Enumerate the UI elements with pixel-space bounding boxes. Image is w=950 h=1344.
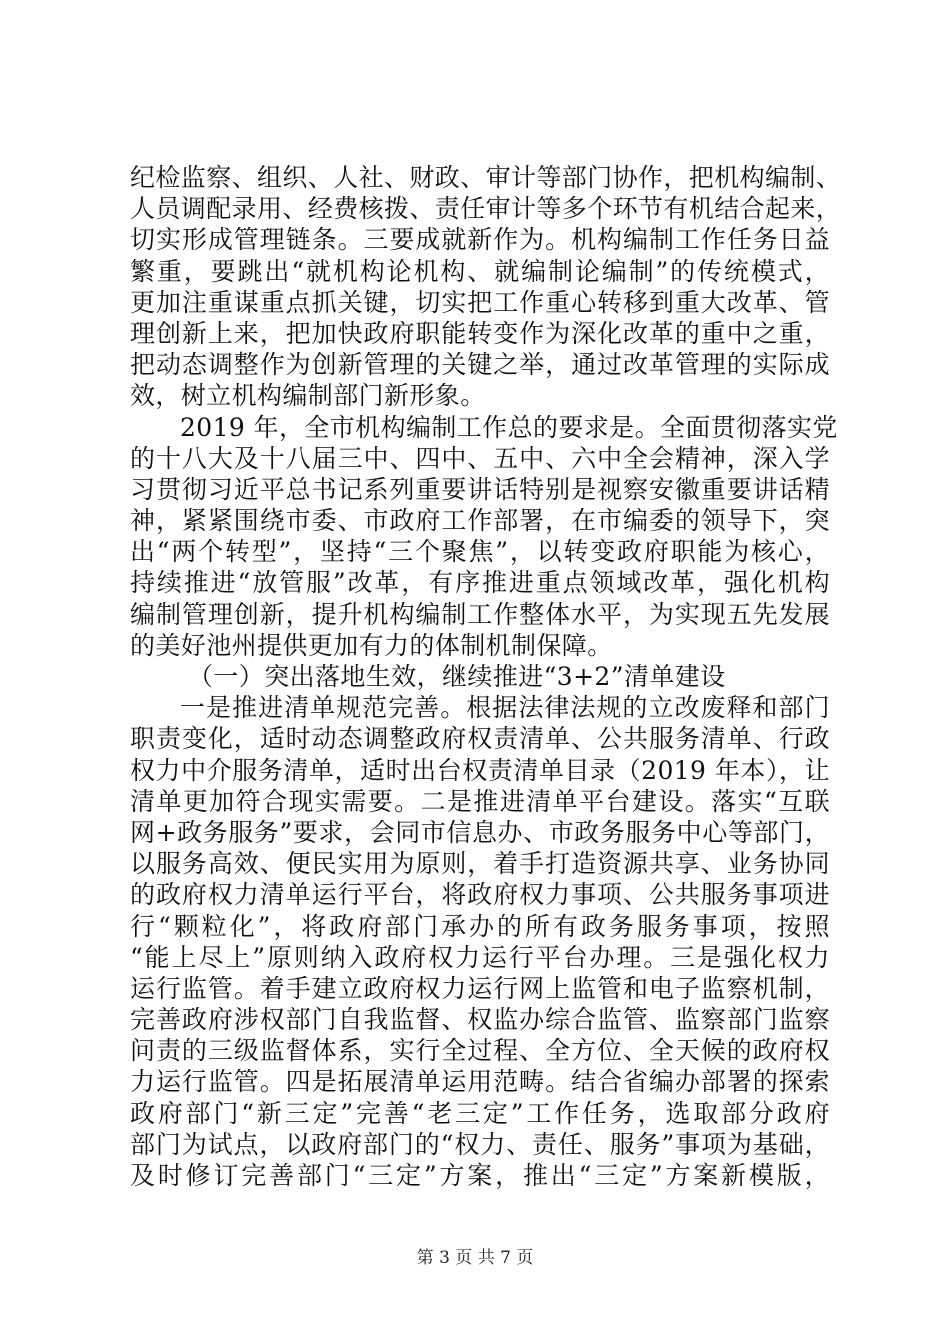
- text-line: 以服务高效、便民实用为原则，着手打造资源共享、业务协同: [130, 849, 830, 879]
- body-text: [130, 162, 842, 1191]
- text-line: 及时修订完善部门“三定”方案，推出“三定”方案新模版，: [130, 1161, 830, 1190]
- text-line: 清单更加符合现实需要。二是推进清单平台建设。落实“互联: [130, 786, 830, 816]
- text-line: 切实形成管理链条。三要成就新作为。机构编制工作任务日益: [130, 225, 830, 255]
- text-line: 效，树立机构编制部门新形象。: [130, 381, 486, 411]
- page-number-footer: 第 3 页 共 7 页: [416, 1248, 534, 1268]
- paragraph-first-line: 一是推进清单规范完善。根据法律法规的立改废释和部门: [180, 693, 830, 723]
- text-line: 编制管理创新，提升机构编制工作整体水平，为实现五先发展: [130, 599, 830, 629]
- text-line: 人员调配录用、经费核拨、责任审计等多个环节有机结合起来，: [130, 194, 842, 224]
- text-line: 神，紧紧围绕市委、市政府工作部署，在市编委的领导下，突: [130, 506, 830, 536]
- text-line: 的政府权力清单运行平台，将政府权力事项、公共服务事项进: [130, 880, 830, 910]
- text-line: “能上尽上”原则纳入政府权力运行平台办理。三是强化权力: [130, 942, 830, 972]
- text-line: 政府部门“新三定”完善“老三定”工作任务，选取部分政府: [130, 1098, 830, 1128]
- text-line: 持续推进“放管服”改革，有序推进重点领域改革，强化机构: [130, 568, 830, 598]
- text-line: 纪检监察、组织、人社、财政、审计等部门协作，把机构编制、: [130, 163, 842, 192]
- text-line: 权力中介服务清单，适时出台权责清单目录（2019 年本），让: [130, 755, 830, 785]
- text-line: 力运行监管。四是拓展清单运用范畴。结合省编办部署的探索: [130, 1067, 830, 1097]
- text-line: 出“两个转型”，坚持“三个聚焦”，以转变政府职能为核心，: [130, 537, 830, 567]
- text-line: 完善政府涉权部门自我监督、权监办综合监管、监察部门监察: [130, 1005, 830, 1035]
- text-line: 网+政务服务”要求，会同市信息办、市政务服务中心等部门，: [130, 817, 830, 847]
- text-line: 习贯彻习近平总书记系列重要讲话特别是视察安徽重要讲话精: [130, 474, 830, 504]
- text-line: 理创新上来，把加快政府职能转变作为深化改革的重中之重，: [130, 318, 830, 348]
- text-line: 问责的三级监督体系，实行全过程、全方位、全天候的政府权: [130, 1036, 830, 1066]
- text-line: 把动态调整作为创新管理的关键之举，通过改革管理的实际成: [130, 350, 830, 380]
- text-line: 更加注重谋重点抓关键，切实把工作重心转移到重大改革、管: [130, 287, 830, 317]
- text-line: 行“颗粒化”，将政府部门承办的所有政务服务事项，按照: [130, 911, 830, 941]
- text-line: 运行监管。着手建立政府权力运行网上监管和电子监察机制，: [130, 973, 830, 1003]
- text-line: 的美好池州提供更加有力的体制机制保障。: [130, 630, 613, 660]
- text-line: 繁重，要跳出“就机构论机构、就编制论编制”的传统模式，: [130, 256, 830, 286]
- paragraph-first-line: 2019 年，全市机构编制工作总的要求是。全面贯彻落实党: [180, 412, 838, 442]
- text-line: 职责变化，适时动态调整政府权责清单、公共服务清单、行政: [130, 724, 830, 754]
- section-heading: （一）突出落地生效，继续推进“3+2”清单建设: [188, 662, 726, 691]
- text-line: 的十八大及十八届三中、四中、五中、六中全会精神，深入学: [130, 443, 830, 473]
- text-line: 部门为试点，以政府部门的“权力、责任、服务”事项为基础，: [130, 1129, 830, 1159]
